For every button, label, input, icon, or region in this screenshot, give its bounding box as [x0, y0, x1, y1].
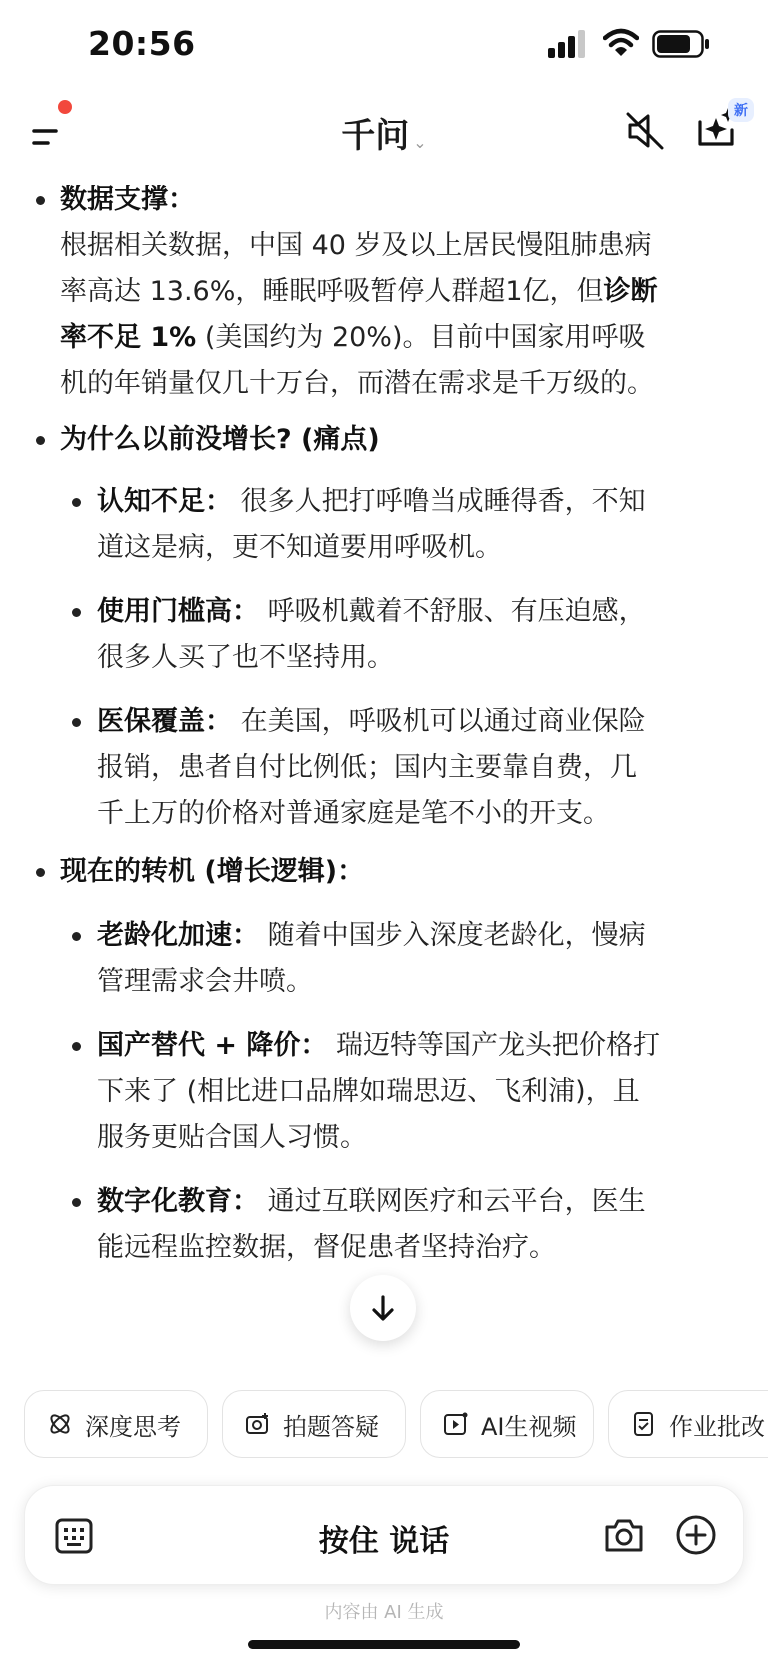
chip-ai-video[interactable] [420, 1390, 594, 1458]
item-label: 认知不足： [97, 486, 232, 517]
text-line: 随着中国步入深度老龄化，慢病 [259, 920, 646, 951]
voice-input-bar [24, 1485, 744, 1585]
chip-label: 作业批改 [669, 1412, 765, 1441]
text-line: 通过互联网医疗和云平台，医生 [259, 1186, 646, 1217]
list-item [60, 185, 760, 407]
bullet-dot [36, 436, 45, 445]
chat-response [0, 185, 768, 1355]
cellular-signal-icon [548, 30, 588, 58]
item-label: 使用门槛高： [97, 596, 259, 627]
item-label: 国产替代 + 降价： [97, 1030, 328, 1061]
text-line: 千上万的价格对普通家庭是笔不小的开支。 [97, 798, 610, 829]
item-label: 医保覆盖： [97, 706, 232, 737]
text-line: 瑞迈特等国产龙头把价格打 [327, 1030, 661, 1061]
battery-icon [652, 30, 710, 58]
arrow-down-icon [368, 1293, 398, 1323]
camera-icon[interactable] [603, 1515, 645, 1555]
wifi-icon [603, 28, 639, 58]
item-heading: 为什么以前没增长? (痛点) [60, 424, 380, 455]
chip-deep-think[interactable] [24, 1390, 208, 1458]
plus-icon[interactable] [675, 1514, 717, 1556]
text-line: (美国约为 20%)。目前中国家用呼吸 [196, 322, 646, 353]
chip-photo-question[interactable] [222, 1390, 406, 1458]
text-line: 很多人买了也不坚持用。 [97, 642, 394, 673]
speaker-muted-icon[interactable] [622, 108, 668, 154]
app-header [0, 90, 768, 170]
bullet-dot [72, 718, 81, 727]
text-line: 很多人把打呼噜当成睡得香，不知 [232, 486, 646, 517]
item-label: 数字化教育： [97, 1186, 259, 1217]
text-line: 根据相关数据，中国 40 岁及以上居民慢阻肺患病 [60, 230, 652, 261]
list-item [97, 589, 757, 681]
text-line: 道这是病，更不知道要用呼吸机。 [97, 532, 502, 563]
item-label: 老龄化加速： [97, 920, 259, 951]
text-line: 率高达 13.6%，睡眠呼吸暂停人群超1亿，但 [60, 276, 604, 307]
text-line: 在美国，呼吸机可以通过商业保险 [232, 706, 646, 737]
scroll-to-bottom-button[interactable] [350, 1275, 416, 1341]
text-bold: 诊断 [603, 276, 658, 307]
list-item [97, 479, 757, 571]
home-indicator [248, 1640, 520, 1649]
camera-question-icon [245, 1411, 271, 1437]
text-line: 报销，患者自付比例低；国内主要靠自费，几 [97, 752, 637, 783]
item-heading: 现在的转机 (增长逻辑)： [60, 856, 365, 887]
homework-icon [631, 1411, 657, 1437]
new-badge: 新 [728, 98, 754, 122]
list-item [97, 699, 757, 837]
chip-label: AI生视频 [481, 1412, 577, 1441]
bullet-dot [72, 498, 81, 507]
bullet-dot [72, 608, 81, 617]
bullet-dot [72, 1042, 81, 1051]
chip-label: 深度思考 [85, 1412, 181, 1441]
text-line: 下来了 (相比进口品牌如瑞思迈、飞利浦)，且 [97, 1076, 640, 1107]
list-item [97, 1023, 757, 1161]
list-item [60, 849, 760, 895]
list-item [97, 913, 757, 1005]
text-line: 机的年销量仅几十万台，而潜在需求是千万级的。 [60, 368, 654, 399]
status-bar [0, 0, 768, 90]
chip-label: 拍题答疑 [283, 1412, 379, 1441]
quick-action-chips [24, 1390, 768, 1460]
text-line: 管理需求会井喷。 [97, 966, 313, 997]
deep-think-icon [47, 1411, 73, 1437]
text-bold: 率不足 1% [60, 322, 197, 353]
ai-generated-note: 内容由 AI 生成 [324, 1602, 444, 1623]
app-title: 千问 [341, 116, 410, 156]
bullet-dot [72, 1198, 81, 1207]
list-item [60, 417, 760, 463]
chevron-down-icon: ⌄ [413, 133, 427, 152]
bullet-dot [36, 868, 45, 877]
list-item [97, 1179, 757, 1271]
text-line: 呼吸机戴着不舒服、有压迫感， [259, 596, 646, 627]
bullet-dot [72, 932, 81, 941]
item-heading: 数据支撑： [60, 185, 195, 215]
chip-homework[interactable] [608, 1390, 768, 1458]
status-time: 20:56 [88, 24, 196, 63]
ai-video-icon [443, 1411, 469, 1437]
hold-to-talk-button[interactable]: 按住 说话 [318, 1524, 450, 1559]
bullet-dot [36, 196, 45, 205]
text-line: 能远程监控数据，督促患者坚持治疗。 [97, 1232, 556, 1263]
text-line: 服务更贴合国人习惯。 [97, 1122, 367, 1153]
